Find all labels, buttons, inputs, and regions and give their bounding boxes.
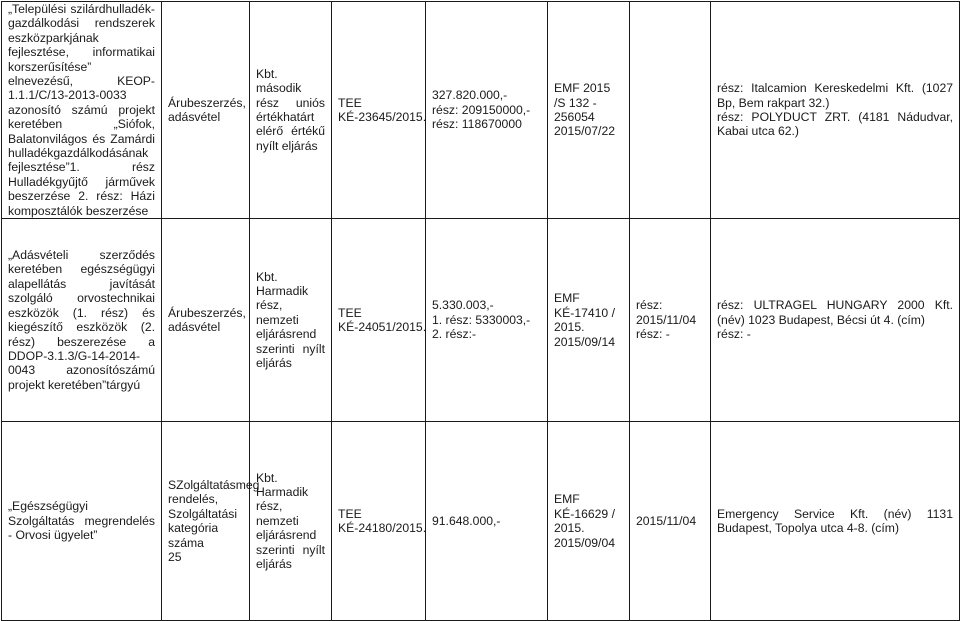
tee-reference: TEE KÉ-23645/2015. <box>332 2 426 219</box>
procedure-type: Kbt. Harmadik rész, nemzeti eljárásrend szerinti nyílt eljárás <box>250 422 332 621</box>
table-row <box>2 2 960 219</box>
procurement-type: SZolgáltatásmeg rendelés, Szolgáltatási kategória száma 25 <box>162 422 250 621</box>
procedure-type: Kbt. második rész uniós értékhatárt elérő értékű nyílt eljárás <box>250 2 332 219</box>
procurement-type: Árubeszerzés, adásvétel <box>162 2 250 219</box>
contract-date: 2015/11/04 <box>630 422 711 621</box>
contract-value: 5.330.003,- 1. rész: 5330003,- 2. rész:- <box>426 219 548 422</box>
procurement-subject: „Adásvételi szerződés keretében egészségügyi alapellátás javítását szolgáló orvostechnikai eszközök (1. rész) és kiegészítő eszközök (2. rész) beszerezése a DDOP-3.1.3/G-14-2014-0043 azonosítószámú projekt keretében”tárgyú <box>2 219 162 422</box>
winning-bidder: rész: Italcamion Kereskedelmi Kft. (1027 Bp, Bem rakpart 32.) rész: POLYDUCT ZRT. (4181 Nádudvar, Kabai utca 62.) <box>711 2 960 219</box>
procedure-type: Kbt. Harmadik rész, nemzeti eljárásrend szerinti nyílt eljárás <box>250 219 332 422</box>
emf-reference: EMF 2015 /S 132 - 256054 2015/07/22 <box>548 2 630 219</box>
procurement-type: Árubeszerzés, adásvétel <box>162 219 250 422</box>
emf-reference: EMF KÉ-16629 / 2015. 2015/09/04 <box>548 422 630 621</box>
winning-bidder: Emergency Service Kft. (név) 1131 Budapest, Topolya utca 4-8. (cím) <box>711 422 960 621</box>
emf-reference: EMF KÉ-17410 / 2015. 2015/09/14 <box>548 219 630 422</box>
tee-reference: TEE KÉ-24180/2015. <box>332 422 426 621</box>
procurement-subject: „Egészségügyi Szolgáltatás megrendelés - Orvosi ügyelet” <box>2 422 162 621</box>
table-row <box>2 422 960 621</box>
contract-value: 91.648.000,- <box>426 422 548 621</box>
procurement-subject: „Települési szilárdhulladék-gazdálkodási rendszerek eszközparkjának fejlesztése, informatikai korszerűsítése” elnevezésű, KEOP-1.1.1/C/13-2013-0033 azonosító számú projekt keretében „Siófok, Balatonvilágos és Zamárdi hulladékgazdálkodásának fejlesztése”1. rész Hulladékgyűjtő járművek beszerzése 2. rész: Házi komposztálók beszerzése <box>2 2 162 219</box>
contract-date <box>630 2 711 219</box>
procurement-table <box>1 1 960 621</box>
table-row <box>2 219 960 422</box>
contract-value: 327.820.000,- rész: 209150000,- rész: 118670000 <box>426 2 548 219</box>
winning-bidder: rész: ULTRAGEL HUNGARY 2000 Kft. (név) 1023 Budapest, Bécsi út 4. (cím) rész: - <box>711 219 960 422</box>
tee-reference: TEE KÉ-24051/2015. <box>332 219 426 422</box>
contract-date: rész: 2015/11/04 rész: - <box>630 219 711 422</box>
